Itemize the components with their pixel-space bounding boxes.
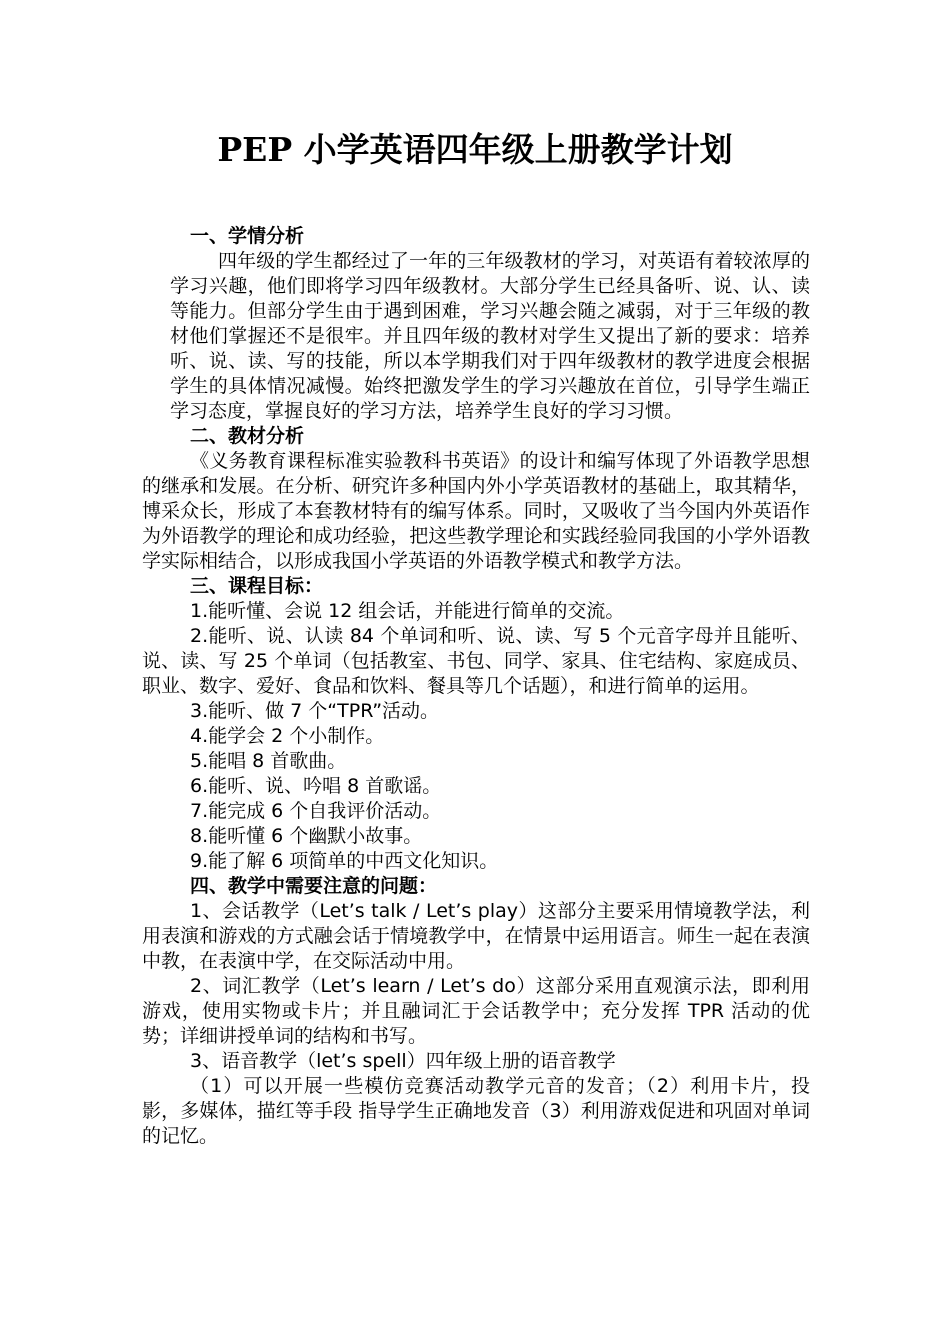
- goal-item-1: 1.能听懂、会说 12 组会话，并能进行简单的交流。: [190, 600, 625, 622]
- section-heading-3: 三、课程目标：: [190, 575, 324, 597]
- section-heading-4: 四、教学中需要注意的问题：: [190, 875, 438, 897]
- teaching-note-1: 1、会话教学（Let’s talk / Let’s play）这部分主要采用情境教学法，利用表演和游戏的方式融会话于情境教学中，在情景中运用语言。师生一起在表演中教，在表演中学，在交际活动中用。: [142, 900, 810, 972]
- goal-item-2: 2.能听、说、认读 84 个单词和听、说、读、写 5 个元音字母并且能听、说、读、写 25 个单词（包括教室、书包、同学、家具、住宅结构、家庭成员、职业、数字、爱好、食品和饮料、餐具等几个话题），和进行简单的运用。: [142, 625, 810, 697]
- goal-item-4: 4.能学会 2 个小制作。: [190, 725, 385, 747]
- section-heading-2: 二、教材分析: [190, 425, 305, 447]
- goal-item-9: 9.能了解 6 项简单的中西文化知识。: [190, 850, 499, 872]
- teaching-note-4: （1）可以开展一些模仿竞赛活动教学元音的发音；（2）利用卡片，投影，多媒体，描红等手段 指导学生正确地发音（3）利用游戏促进和巩固对单词的记忆。: [142, 1075, 810, 1147]
- goal-item-8: 8.能听懂 6 个幽默小故事。: [190, 825, 423, 847]
- section-heading-1: 一、学情分析: [190, 225, 305, 247]
- goal-item-5: 5.能唱 8 首歌曲。: [190, 750, 347, 772]
- teaching-note-2: 2、词汇教学（Let’s learn / Let’s do）这部分采用直观演示法，即利用游戏，使用实物或卡片；并且融词汇于会话教学中；充分发挥 TPR 活动的优势；详细讲授单词的结构和书写。: [142, 975, 810, 1047]
- goal-item-3: 3.能听、做 7 个“TPR”活动。: [190, 700, 440, 722]
- section-1-paragraph: 四年级的学生都经过了一年的三年级教材的学习，对英语有着较浓厚的学习兴趣，他们即将学习四年级教材。大部分学生已经具备听、说、认、读等能力。但部分学生由于遇到困难，学习兴趣会随之减弱，对于三年级的教材他们掌握还不是很牢。并且四年级的教材对学生又提出了新的要求：培养听、说、读、写的技能，所以本学期我们对于四年级教材的教学进度会根据学生的具体情况减慢。始终把激发学生的学习兴趣放在首位，引导学生端正学习态度，掌握良好的学习方法，培养学生良好的学习习惯。: [170, 250, 810, 422]
- document-title: PEP 小学英语四年级上册教学计划: [217, 130, 733, 169]
- section-2-paragraph: 《义务教育课程标准实验教科书英语》的设计和编写体现了外语教学思想的继承和发展。在分析、研究许多种国内外小学英语教材的基础上，取其精华，博采众长，形成了本套教材特有的编写体系。同时，又吸收了当今国内外英语作为外语教学的理论和成功经验，把这些教学理论和实践经验同我国的小学外语教学实际相结合，以形成我国小学英语的外语教学模式和教学方法。: [142, 450, 810, 572]
- teaching-note-3: 3、语音教学（let’s spell）四年级上册的语音教学: [190, 1050, 616, 1072]
- goal-item-6: 6.能听、说、吟唱 8 首歌谣。: [190, 775, 442, 797]
- document-body: [142, 224, 810, 1149]
- goal-item-7: 7.能完成 6 个自我评价活动。: [190, 800, 442, 822]
